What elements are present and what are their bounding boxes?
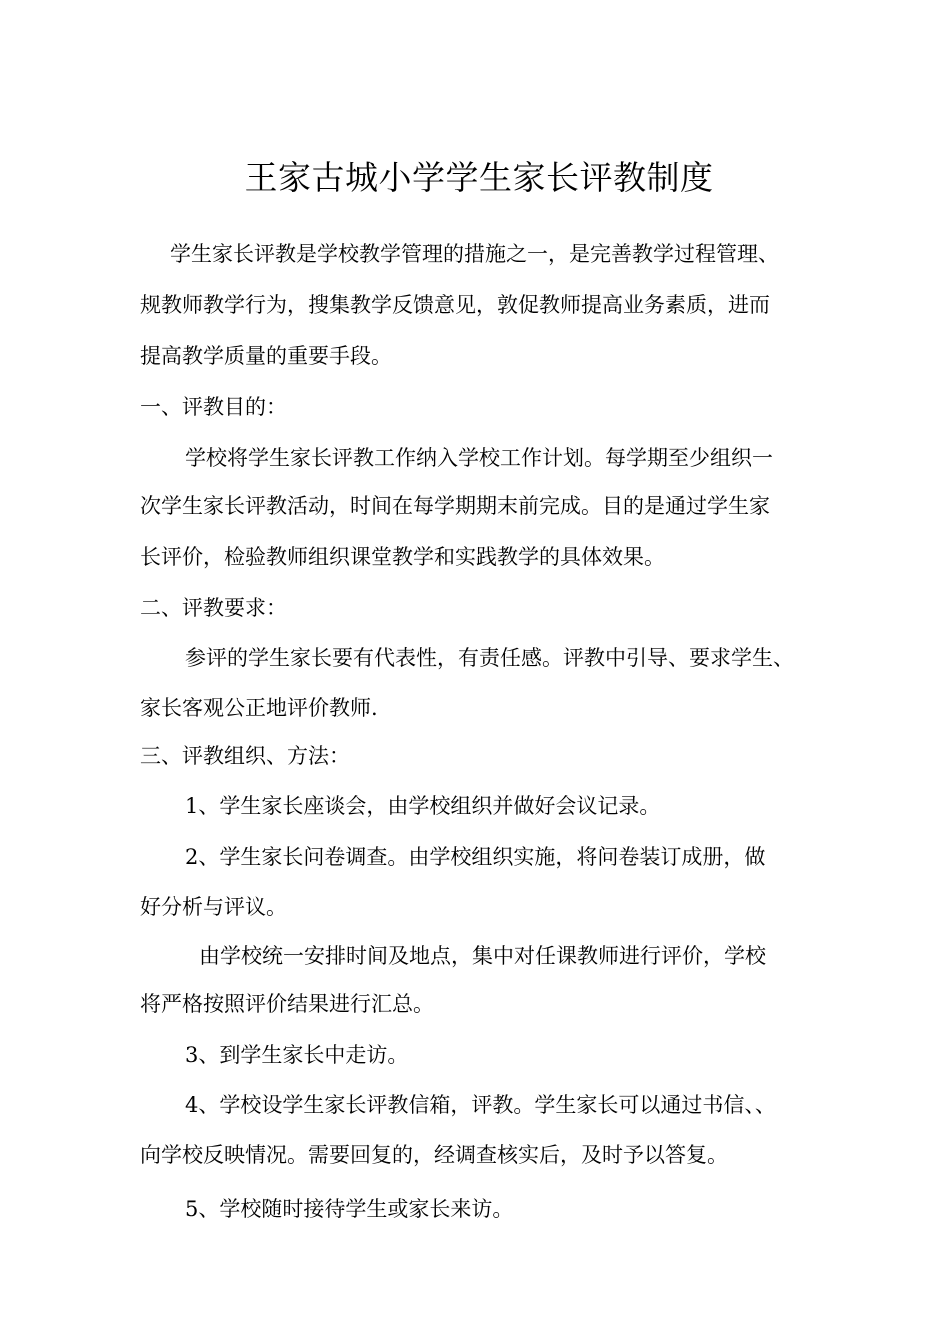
body-line: 次学生家长评教活动，时间在每学期期末前完成。目的是通过学生家 <box>140 494 770 518</box>
section-heading: 三、评教组织、方法： <box>140 744 350 768</box>
document-title: 王家古城小学学生家长评教制度 <box>244 158 714 197</box>
list-item: 4、学校设学生家长评教信箱，评教。学生家长可以通过书信、、 <box>185 1093 776 1117</box>
body-line: 家长客观公正地评价教师. <box>140 696 378 720</box>
body-line: 提高教学质量的重要手段。 <box>140 344 392 368</box>
section-heading: 二、评教要求： <box>140 596 287 620</box>
list-item: 5、学校随时接待学生或家长来访。 <box>185 1197 514 1221</box>
body-line: 参评的学生家长要有代表性，有责任感。评教中引导、要求学生、 <box>185 646 794 670</box>
list-item: 1、学生家长座谈会，由学校组织并做好会议记录。 <box>185 794 661 818</box>
body-line: 将严格按照评价结果进行汇总。 <box>140 992 434 1016</box>
body-line: 规教师教学行为，搜集教学反馈意见，敦促教师提高业务素质，进而 <box>140 293 770 317</box>
body-line: 学校将学生家长评教工作纳入学校工作计划。每学期至少组织一 <box>185 446 773 470</box>
body-line: 学生家长评教是学校教学管理的措施之一，是完善教学过程管理、 <box>170 242 779 266</box>
body-line: 向学校反映情况。需要回复的，经调查核实后，及时予以答复。 <box>140 1143 728 1167</box>
list-item: 3、到学生家长中走访。 <box>185 1043 409 1067</box>
body-line: 长评价，检验教师组织课堂教学和实践教学的具体效果。 <box>140 545 665 569</box>
body-line: 由学校统一安排时间及地点，集中对任课教师进行评价，学校 <box>199 944 766 968</box>
list-item: 2、学生家长问卷调查。由学校组织实施，将问卷装订成册，做 <box>185 845 766 869</box>
body-line: 好分析与评议。 <box>140 895 287 919</box>
section-heading: 一、评教目的： <box>140 395 287 419</box>
